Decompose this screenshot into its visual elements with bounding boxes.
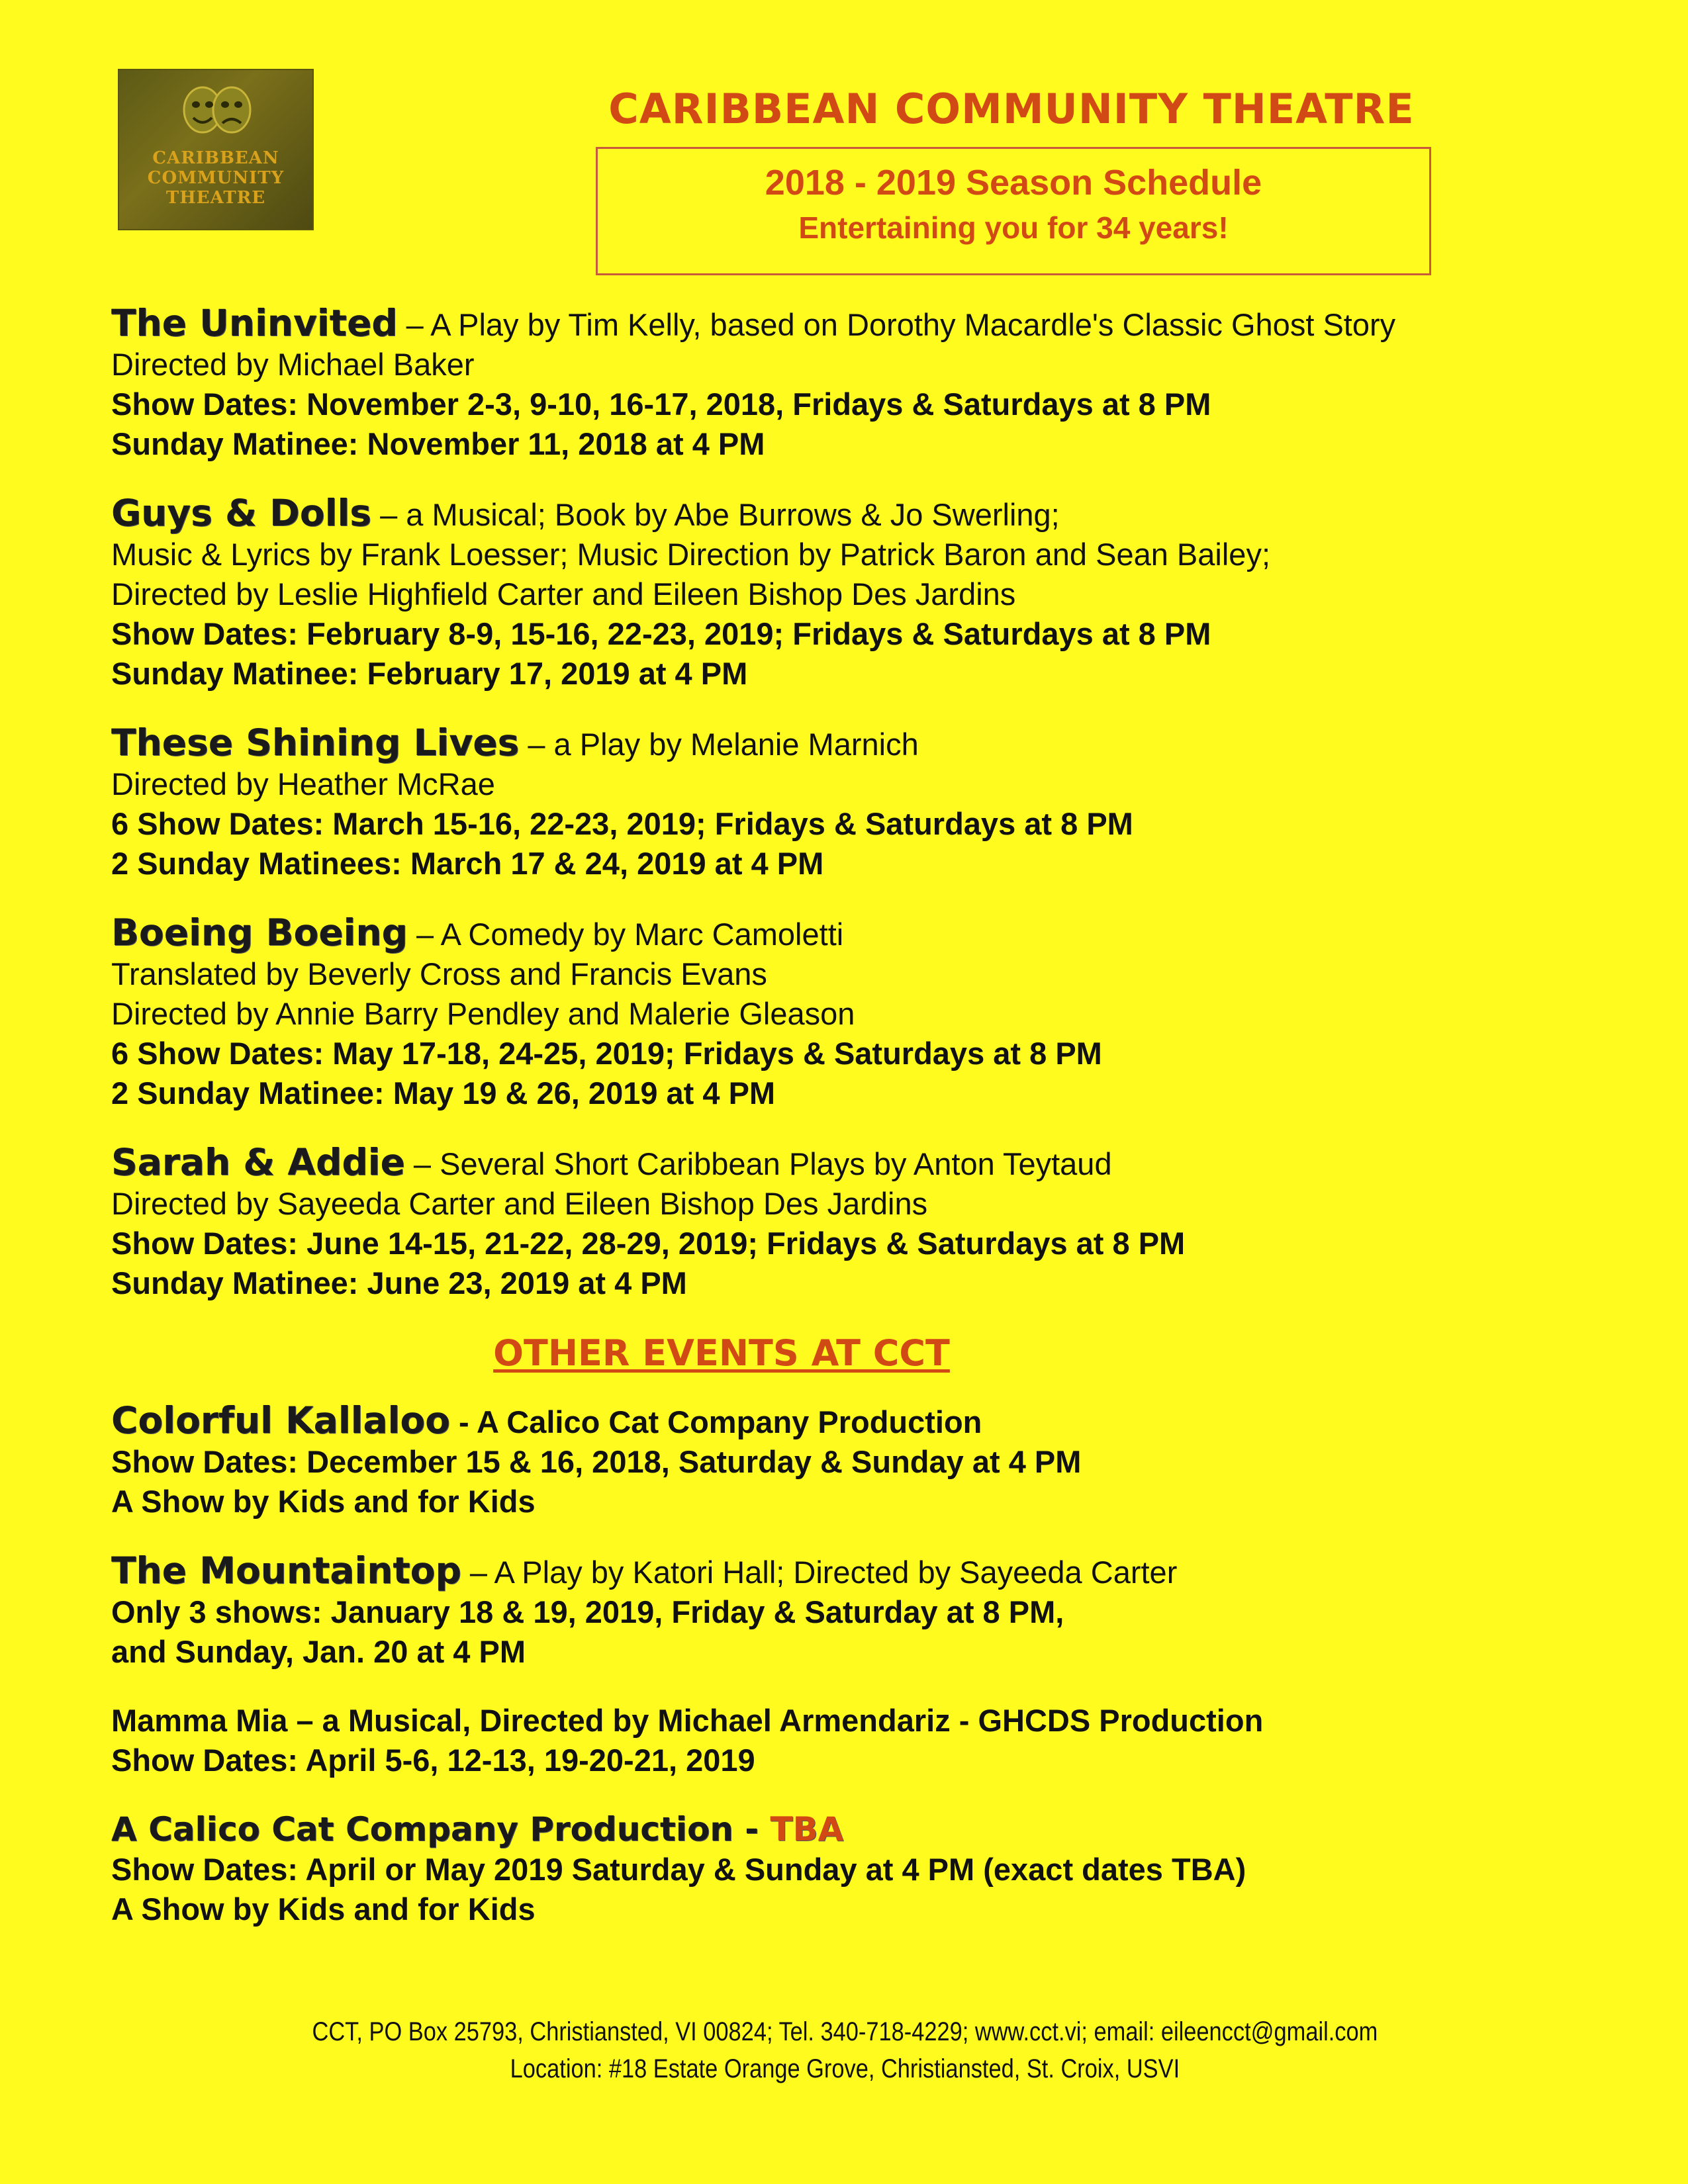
event-description: – A Play by Tim Kelly, based on Dorothy Macardle's Classic Ghost Story <box>397 307 1396 342</box>
logo-text-line: COMMUNITY <box>147 168 285 188</box>
event-dates: Only 3 shows: January 18 & 19, 2019, Friday & Saturday at 8 PM, <box>111 1594 1064 1629</box>
event-credit: Directed by Heather McRae <box>111 766 495 801</box>
event-note: A Show by Kids and for Kids <box>111 1891 536 1927</box>
event-title: Sarah & Addie <box>111 1141 405 1183</box>
event-dates: Show Dates: November 2-3, 9-10, 16-17, 2018, Fridays & Saturdays at 8 PM <box>111 387 1211 422</box>
event-title: The Uninvited <box>111 302 398 344</box>
event-credit: Directed by Michael Baker <box>111 347 475 382</box>
event-credit: Directed by Sayeeda Carter and Eileen Bishop Des Jardins <box>111 1186 928 1221</box>
event-credit: Music & Lyrics by Frank Loesser; Music Direction by Patrick Baron and Sean Bailey; <box>111 537 1271 572</box>
event-credit: Translated by Beverly Cross and Francis Evans <box>111 956 767 991</box>
event-description: - A Calico Cat Company Production <box>449 1404 982 1439</box>
theatre-masks-icon <box>177 79 257 146</box>
event-description: – Several Short Caribbean Plays by Anton Teytaud <box>404 1146 1112 1181</box>
event-matinee: Sunday Matinee: February 17, 2019 at 4 PM <box>111 656 748 691</box>
event-description: – a Play by Melanie Marnich <box>519 727 919 762</box>
contact-info: CCT, PO Box 25793, Christiansted, VI 00824; Tel. 340-718-4229; www.cct.vi; email: eileencct@gmail.com <box>312 2017 1378 2046</box>
event-dates: 6 Show Dates: May 17-18, 24-25, 2019; Fridays & Saturdays at 8 PM <box>111 1036 1102 1071</box>
event-guys-and-dolls <box>111 493 1634 694</box>
season-tagline: Entertaining you for 34 years! <box>798 210 1229 245</box>
event-title: Boeing Boeing <box>111 911 408 954</box>
event-dates-continued: and Sunday, Jan. 20 at 4 PM <box>111 1634 526 1669</box>
organization-title: CARIBBEAN COMMUNITY THEATRE <box>608 85 1415 133</box>
event-these-shining-lives <box>111 723 1634 884</box>
event-note: A Show by Kids and for Kids <box>111 1484 536 1519</box>
event-title: Mamma Mia – a Musical, Directed by Michael Armendariz - GHCDS Production <box>111 1703 1264 1738</box>
contact-footer <box>119 2013 1571 2087</box>
event-description: – a Musical; Book by Abe Burrows & Jo Swerling; <box>371 497 1060 532</box>
event-matinee: 2 Sunday Matinees: March 17 & 24, 2019 at 4 PM <box>111 846 824 881</box>
event-calico-cat-tba <box>111 1809 1634 1929</box>
event-the-mountaintop <box>111 1551 1634 1672</box>
event-dates: Show Dates: December 15 & 16, 2018, Saturday & Sunday at 4 PM <box>111 1444 1082 1479</box>
event-uninvited <box>111 303 1634 464</box>
other-events-heading: OTHER EVENTS AT CCT <box>493 1332 950 1374</box>
event-matinee: 2 Sunday Matinee: May 19 & 26, 2019 at 4 PM <box>111 1075 776 1111</box>
season-box <box>596 147 1431 275</box>
event-colorful-kallaloo <box>111 1400 1634 1522</box>
event-matinee: Sunday Matinee: November 11, 2018 at 4 PM <box>111 426 765 461</box>
event-title: Guys & Dolls <box>111 492 372 534</box>
event-dates: Show Dates: April 5-6, 12-13, 19-20-21, 2019 <box>111 1743 755 1778</box>
event-description: – A Comedy by Marc Camoletti <box>407 917 844 952</box>
event-title: These Shining Lives <box>111 721 520 764</box>
event-matinee: Sunday Matinee: June 23, 2019 at 4 PM <box>111 1265 687 1300</box>
theatre-logo <box>118 69 314 230</box>
event-dates: Show Dates: February 8-9, 15-16, 22-23, 2019; Fridays & Saturdays at 8 PM <box>111 616 1211 651</box>
event-title: The Mountaintop <box>111 1549 461 1592</box>
event-title-tba: TBA <box>770 1810 844 1848</box>
logo-text-line: CARIBBEAN <box>152 148 279 168</box>
season-title: 2018 - 2019 Season Schedule <box>765 163 1262 203</box>
event-dates: 6 Show Dates: March 15-16, 22-23, 2019; Fridays & Saturdays at 8 PM <box>111 806 1133 841</box>
event-credit: Directed by Annie Barry Pendley and Malerie Gleason <box>111 996 855 1031</box>
event-boeing-boeing <box>111 913 1634 1113</box>
event-title: Colorful Kallaloo <box>111 1399 450 1441</box>
logo-text-line: THEATRE <box>165 188 266 208</box>
event-description: – A Play by Katori Hall; Directed by Sayeeda Carter <box>461 1555 1178 1590</box>
event-credit: Directed by Leslie Highfield Carter and Eileen Bishop Des Jardins <box>111 576 1016 612</box>
event-dates: Show Dates: June 14-15, 21-22, 28-29, 2019; Fridays & Saturdays at 8 PM <box>111 1226 1186 1261</box>
event-mamma-mia <box>111 1701 1634 1780</box>
event-sarah-and-addie <box>111 1142 1634 1303</box>
schedule-content <box>111 303 1634 1958</box>
location-info: Location: #18 Estate Orange Grove, Christiansted, St. Croix, USVI <box>510 2054 1180 2083</box>
event-dates: Show Dates: April or May 2019 Saturday & Sunday at 4 PM (exact dates TBA) <box>111 1852 1246 1887</box>
event-title: A Calico Cat Company Production - <box>111 1810 771 1848</box>
